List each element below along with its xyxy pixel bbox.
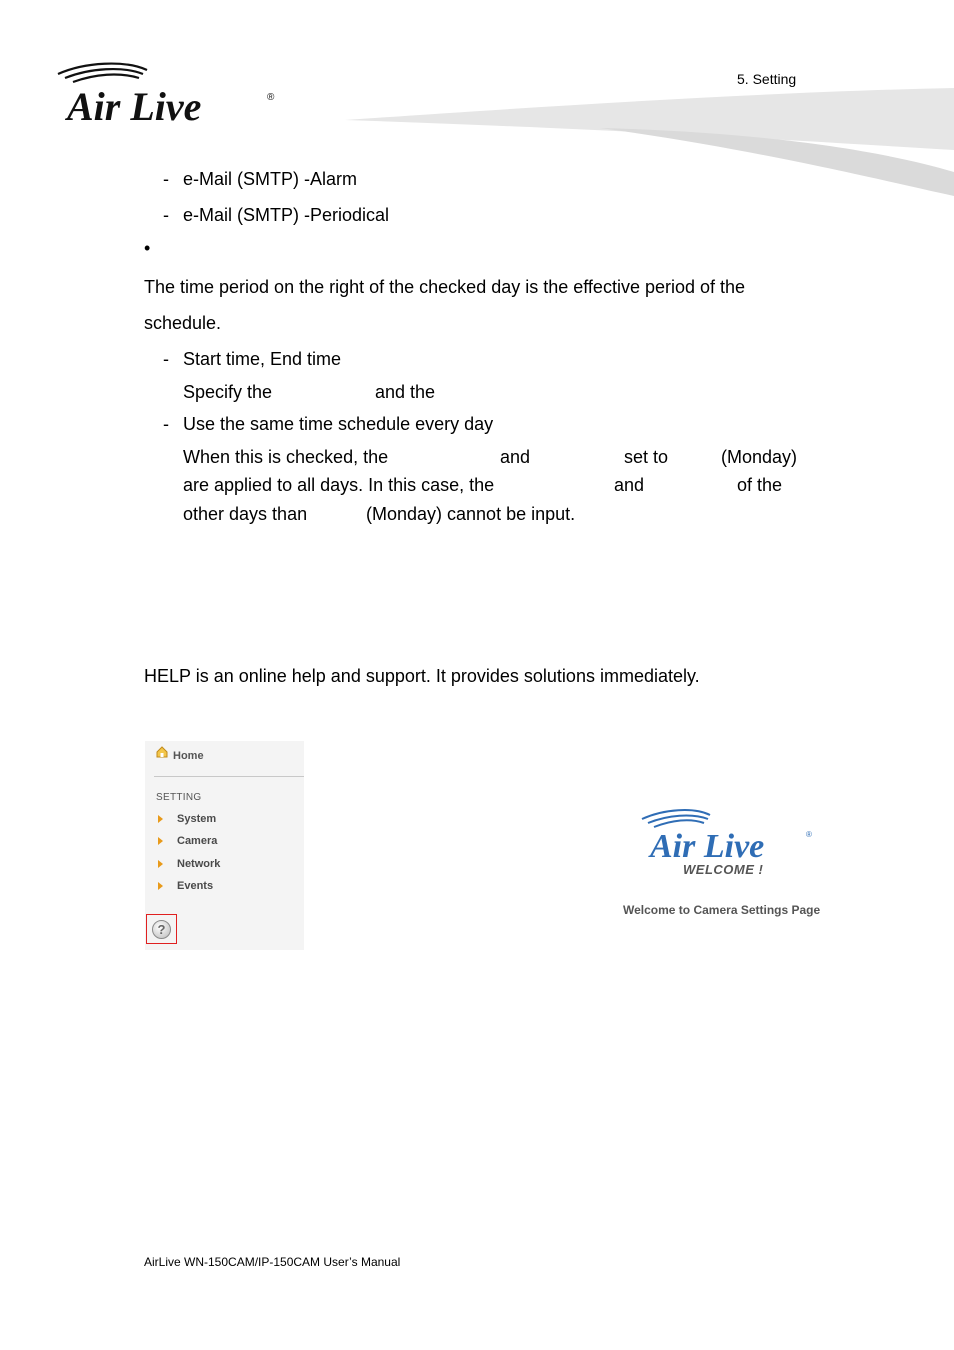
list-item: - e-Mail (SMTP) -Alarm bbox=[163, 169, 357, 189]
item-desc: and bbox=[500, 447, 531, 467]
sidebar-item-events[interactable]: Events bbox=[158, 880, 213, 892]
item-desc: (Monday) bbox=[721, 447, 798, 467]
item-desc: and the bbox=[375, 382, 436, 402]
welcome-subtitle: Welcome to Camera Settings Page bbox=[623, 903, 821, 917]
svg-text:®: ® bbox=[267, 92, 275, 103]
logo-text: Air Live bbox=[67, 84, 202, 129]
welcome-logo-text: Air Live bbox=[650, 828, 765, 865]
settings-sidebar bbox=[145, 741, 304, 950]
paragraph-line: The time period on the right of the checked day is the effective period of the bbox=[144, 277, 746, 297]
item-desc: Specify the bbox=[183, 382, 273, 402]
arrow-right-icon bbox=[158, 860, 163, 868]
item-desc: and bbox=[614, 475, 645, 495]
svg-text:®: ® bbox=[806, 830, 812, 839]
list-item-title: - Use the same time schedule every day bbox=[163, 414, 494, 434]
help-description: HELP is an online help and support. It provides solutions immediately. bbox=[144, 666, 700, 686]
airlive-logo bbox=[55, 60, 285, 130]
page-footer: AirLive WN-150CAM/IP-150CAM User’s Manual bbox=[144, 1255, 401, 1269]
item-desc: set to bbox=[624, 447, 669, 467]
help-button[interactable] bbox=[146, 914, 177, 944]
sidebar-divider bbox=[154, 776, 304, 777]
welcome-title: WELCOME ! bbox=[683, 862, 764, 877]
home-icon[interactable] bbox=[156, 746, 168, 758]
section-label: 5. Setting bbox=[737, 71, 797, 87]
sidebar-section-setting: SETTING bbox=[156, 792, 202, 803]
sidebar-item-system[interactable]: System bbox=[158, 813, 216, 825]
item-desc: are applied to all days. In this case, the bbox=[183, 475, 495, 495]
sidebar-item-camera[interactable]: Camera bbox=[158, 835, 217, 847]
item-desc: other days than bbox=[183, 504, 308, 524]
item-desc: of the bbox=[737, 475, 783, 495]
paragraph-line: schedule. bbox=[144, 313, 222, 333]
item-desc: (Monday) cannot be input. bbox=[366, 504, 576, 524]
arrow-right-icon bbox=[158, 882, 163, 890]
arrow-right-icon bbox=[158, 815, 163, 823]
list-item-title: - Start time, End time bbox=[163, 349, 342, 369]
sidebar-item-home[interactable]: Home bbox=[173, 750, 204, 762]
sidebar-item-network[interactable]: Network bbox=[158, 858, 220, 870]
item-desc: When this is checked, the bbox=[183, 447, 389, 467]
bullet-point: • bbox=[144, 238, 151, 258]
arrow-right-icon bbox=[158, 837, 163, 845]
help-icon: ? bbox=[152, 920, 171, 939]
list-item: - e-Mail (SMTP) -Periodical bbox=[163, 205, 390, 225]
